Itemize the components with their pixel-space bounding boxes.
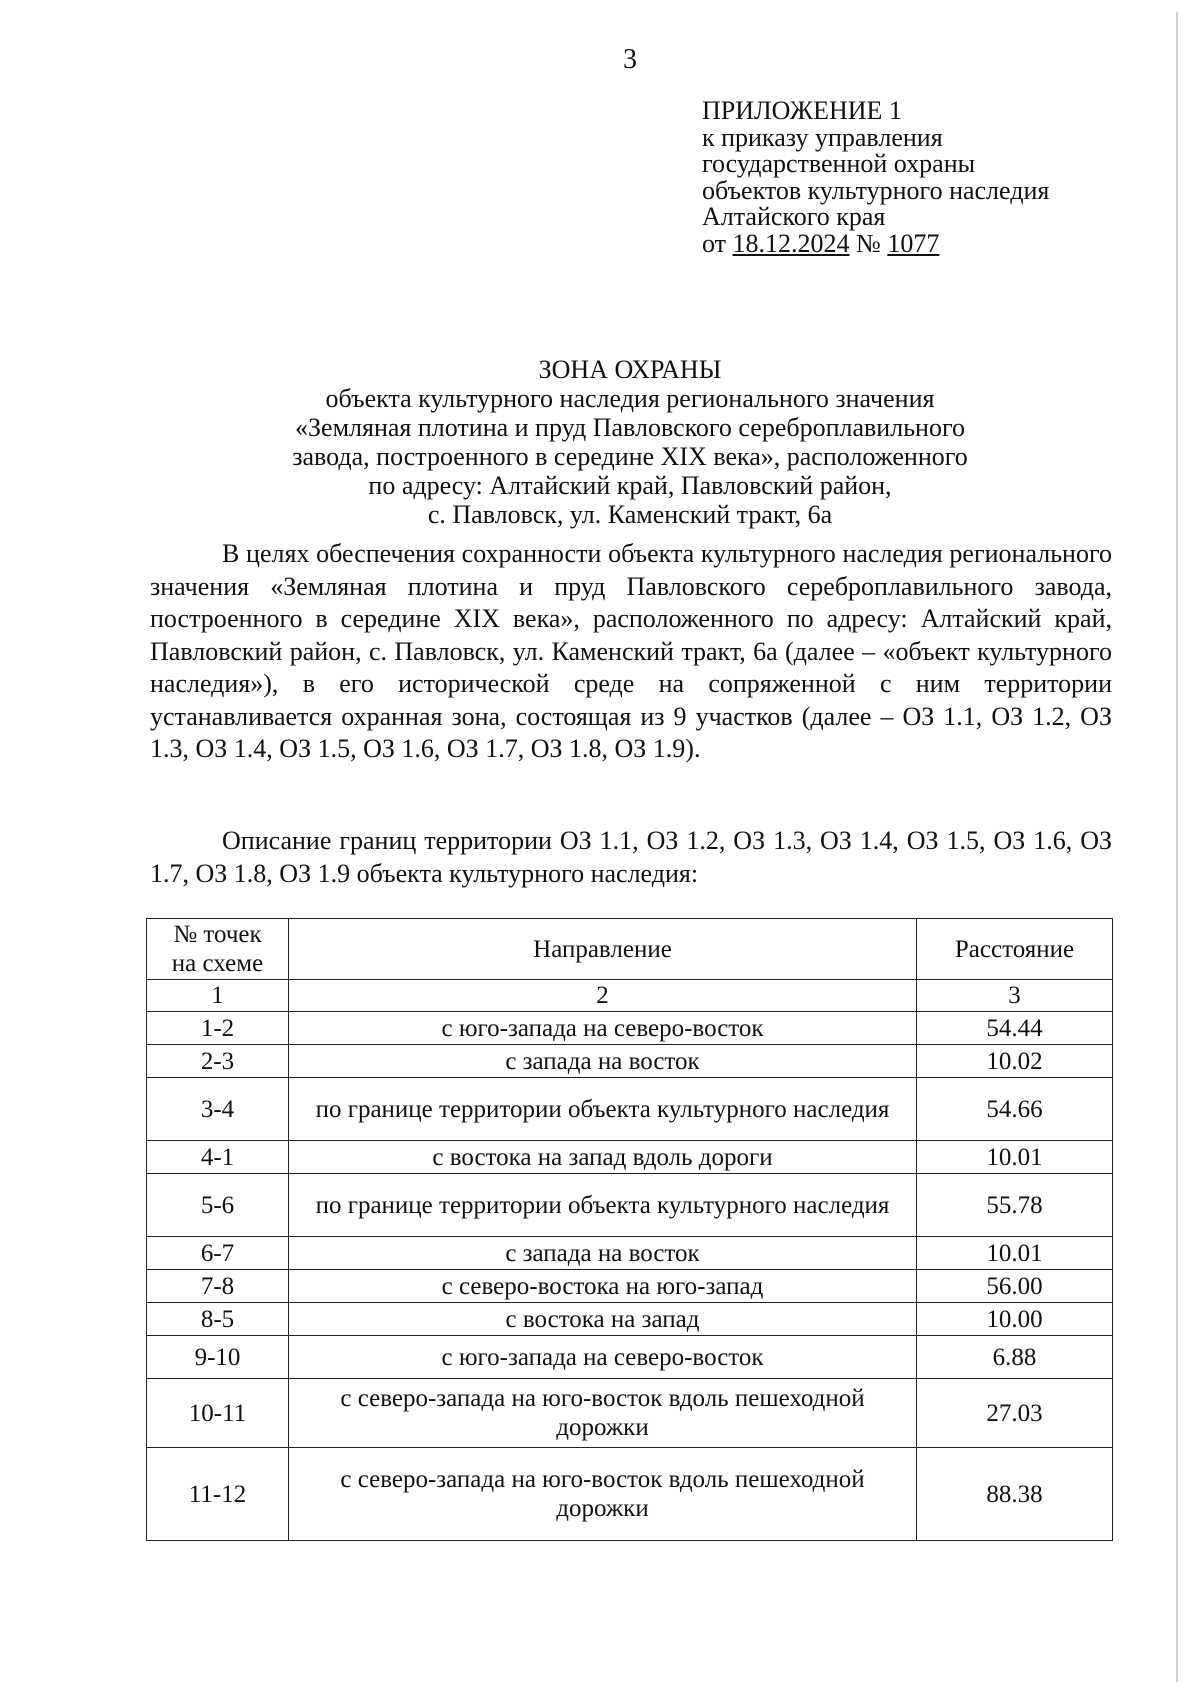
cell-distance: 10.00 <box>917 1303 1113 1336</box>
cell-points: 1-2 <box>147 1012 289 1045</box>
zone-line: завода, построенного в середине XIX века», расположенного <box>292 442 968 471</box>
cell-direction: по границе территории объекта культурного наследия <box>289 1078 917 1141</box>
cell-points: 8-5 <box>147 1303 289 1336</box>
zone-line: по адресу: Алтайский край, Павловский район, <box>368 471 892 500</box>
cell-points: 10-11 <box>147 1379 289 1448</box>
intro-paragraph: В целях обеспечения сохранности объекта культурного наследия регионального значения «Земляная плотина и пруд Павловского сереброплавильного завода, построенного в середине XIX века», расположенного по адресу: Алтайский край, Павловский район, с. Павловск, ул. Каменский тракт, 6а (далее – «объект культурного наследия»), в его исторической среде на сопряженной с ним территории устанавливается охранная зона, состоящая из 9 участков (далее – ОЗ 1.1, ОЗ 1.2, ОЗ 1.3, ОЗ 1.4, ОЗ 1.5, ОЗ 1.6, ОЗ 1.7, ОЗ 1.8, ОЗ 1.9). <box>150 539 1112 763</box>
table-row <box>147 1237 1113 1270</box>
cell-distance: 27.03 <box>917 1379 1113 1448</box>
page-edge-line <box>1176 12 1178 1682</box>
cell-direction: с востока на запад вдоль дороги <box>289 1141 917 1174</box>
table-row <box>147 1141 1113 1174</box>
cell-direction: с востока на запад <box>289 1303 917 1336</box>
cell-distance: 6.88 <box>917 1336 1113 1379</box>
table-row <box>147 1174 1113 1237</box>
table-row <box>147 1078 1113 1141</box>
appendix-date-line <box>702 228 1049 258</box>
cell-points: 3-4 <box>147 1078 289 1141</box>
cell-points: 9-10 <box>147 1336 289 1379</box>
boundary-description-paragraph: Описание границ территории ОЗ 1.1, ОЗ 1.2, ОЗ 1.3, ОЗ 1.4, ОЗ 1.5, ОЗ 1.6, ОЗ 1.7, ОЗ 1.8, ОЗ 1.9 объекта культурного наследия: <box>150 826 1112 888</box>
cell-points: 5-6 <box>147 1174 289 1237</box>
cell-points: 4-1 <box>147 1141 289 1174</box>
cell-distance: 10.01 <box>917 1237 1113 1270</box>
order-number: 1077 <box>887 228 940 258</box>
appendix-line: к приказу управления <box>702 122 943 152</box>
table-row <box>147 1012 1113 1045</box>
appendix-block <box>702 98 1049 257</box>
cell-direction: с запада на восток <box>289 1045 917 1078</box>
cell-distance: 55.78 <box>917 1174 1113 1237</box>
cell-direction: с запада на восток <box>289 1237 917 1270</box>
column-number: 2 <box>289 980 917 1012</box>
header-distance: Расстояние <box>917 919 1113 980</box>
cell-points: 7-8 <box>147 1270 289 1303</box>
header-direction: Направление <box>289 919 917 980</box>
appendix-line: государственной охраны <box>702 149 976 178</box>
cell-distance: 10.02 <box>917 1045 1113 1078</box>
page-number: 3 <box>623 44 637 75</box>
zone-title: ЗОНА ОХРАНЫ <box>538 355 722 384</box>
date-prefix: от <box>702 228 727 258</box>
table-header-row <box>147 919 1113 980</box>
cell-direction: по границе территории объекта культурного наследия <box>289 1174 917 1237</box>
cell-direction: с северо-запада на юго-восток вдоль пешеходной дорожки <box>289 1448 917 1541</box>
cell-points: 11-12 <box>147 1448 289 1541</box>
cell-distance: 88.38 <box>917 1448 1113 1541</box>
boundary-table <box>146 918 1113 1541</box>
column-number: 3 <box>917 980 1113 1012</box>
zone-heading <box>150 355 1110 529</box>
header-points <box>147 919 289 980</box>
cell-direction: с юго-запада на северо-восток <box>289 1336 917 1379</box>
cell-points: 2-3 <box>147 1045 289 1078</box>
appendix-line: объектов культурного наследия <box>702 175 1050 205</box>
header-points-line: № точек <box>173 921 262 948</box>
appendix-line: Алтайского края <box>702 202 886 231</box>
zone-line: объекта культурного наследия регионального значения <box>325 384 935 413</box>
zone-line: «Земляная плотина и пруд Павловского сереброплавильного <box>295 413 965 442</box>
cell-points: 6-7 <box>147 1237 289 1270</box>
table-row <box>147 1336 1113 1379</box>
table-row <box>147 1270 1113 1303</box>
cell-direction: с юго-запада на северо-восток <box>289 1012 917 1045</box>
table-row <box>147 1379 1113 1448</box>
appendix-title: ПРИЛОЖЕНИЕ 1 <box>702 96 902 125</box>
zone-line: с. Павловск, ул. Каменский тракт, 6а <box>427 500 833 529</box>
header-points-line: на схеме <box>171 950 264 977</box>
cell-direction: с северо-запада на юго-восток вдоль пешеходной дорожки <box>289 1379 917 1448</box>
column-number-row <box>147 980 1113 1012</box>
cell-distance: 54.44 <box>917 1012 1113 1045</box>
table-row <box>147 1303 1113 1336</box>
cell-direction: с северо-востока на юго-запад <box>289 1270 917 1303</box>
cell-distance: 54.66 <box>917 1078 1113 1141</box>
order-date: 18.12.2024 <box>732 228 850 258</box>
number-prefix: № <box>856 228 881 258</box>
table-row <box>147 1448 1113 1541</box>
cell-distance: 56.00 <box>917 1270 1113 1303</box>
table-row <box>147 1045 1113 1078</box>
cell-distance: 10.01 <box>917 1141 1113 1174</box>
column-number: 1 <box>147 980 289 1012</box>
